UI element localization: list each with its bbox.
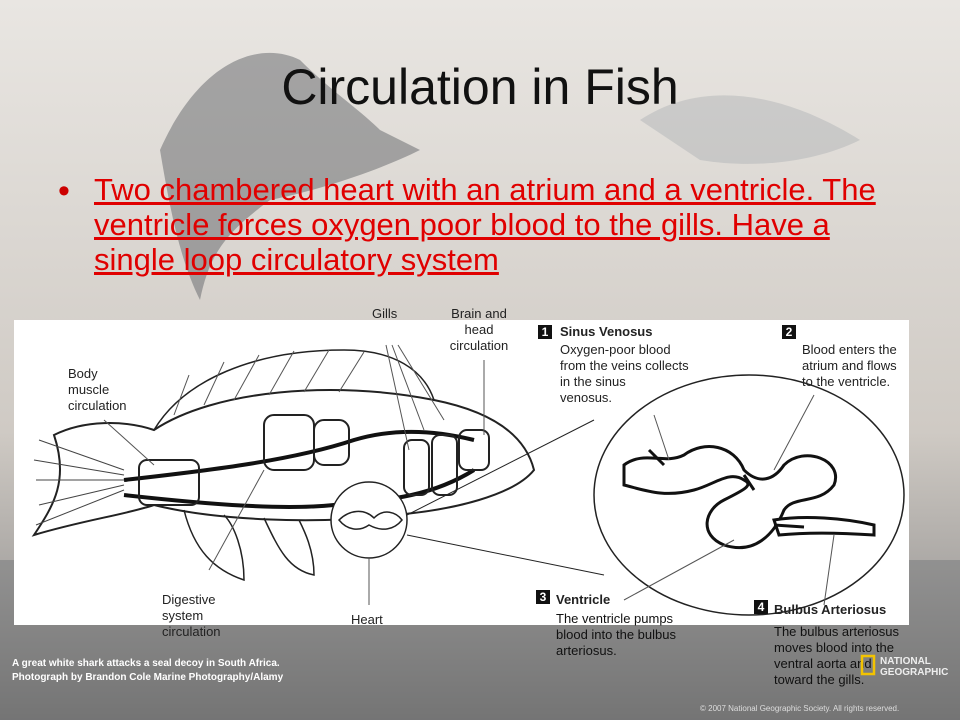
zoom-connector-bottom [407, 535, 604, 575]
fish-circulation-diagram [14, 320, 909, 625]
national-geographic-logo-icon [860, 654, 876, 676]
step-3-text: The ventricle pumps blood into the bulbus arteriosus. [556, 611, 676, 658]
step-2-text: Blood enters the atrium and flows to the ventricle. [802, 342, 897, 389]
step-1-text: Oxygen-poor blood from the veins collects in the sinus venosus. [560, 342, 689, 405]
step-1-title: Sinus Venosus [560, 324, 653, 339]
national-geographic-wordmark: NATIONAL GEOGRAPHIC [880, 656, 949, 678]
slide-title: Circulation in Fish [281, 59, 679, 115]
photo-caption: A great white shark attacks a seal decoy in South Africa. Photograph by Brandon Cole Marine Photography/Alamy [12, 658, 284, 683]
gills-label: Gills [372, 306, 398, 321]
body-muscle-label: Body muscle circulation [68, 366, 127, 413]
step-3-title: Ventricle [556, 592, 611, 607]
step-1-number: 1 [538, 325, 552, 339]
step-4-number: 4 [754, 600, 768, 614]
step-2-number: 2 [782, 325, 796, 339]
digestive-label: Digestive system circulation [162, 592, 221, 639]
heart-label: Heart [351, 612, 383, 627]
bullet-marker: • [58, 172, 70, 210]
step-4-title: Bulbus Arteriosus [774, 602, 887, 617]
step-4-text: The bulbus arteriosus moves blood into the ventral aorta and toward the gills. [774, 624, 900, 687]
anal-fin [264, 518, 314, 575]
pelvic-fin [184, 510, 244, 580]
step-3-number: 3 [536, 590, 550, 604]
bullet-text[interactable]: Two chambered heart with an atrium and a ventricle. The ventricle forces oxygen poor blood to the gills. Have a single loop circulatory system [94, 172, 876, 277]
copyright-text: © 2007 National Geographic Society. All rights reserved. [700, 704, 900, 713]
brain-head-label: Brain and head circulation [449, 306, 509, 353]
